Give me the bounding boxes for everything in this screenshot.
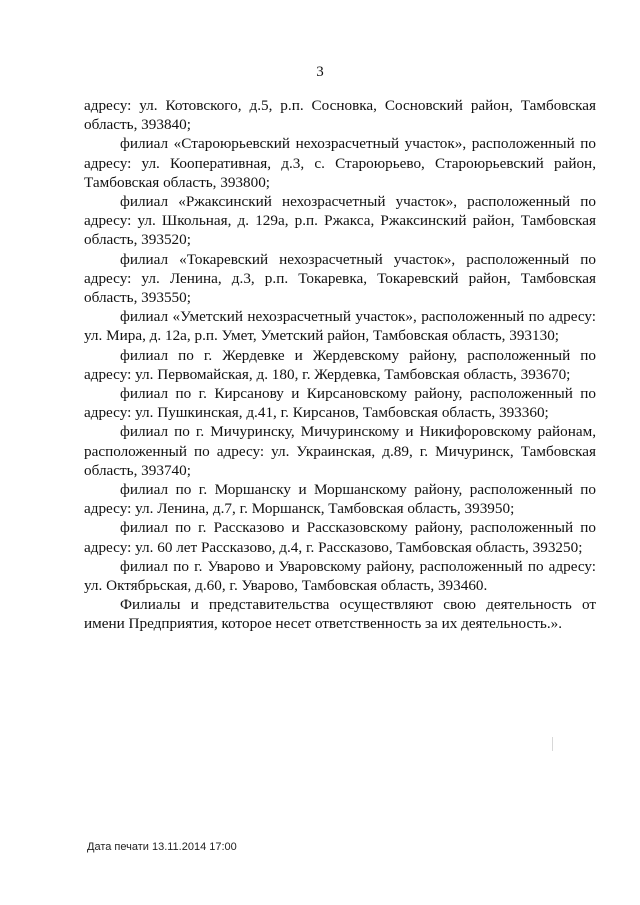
page-number: 3: [316, 64, 324, 80]
paragraph-9: филиал по г. Моршанску и Моршанскому району, расположенный по адресу: ул. Ленина, д.7, г. Моршанск, Тамбовская область, 393950;: [84, 481, 596, 518]
paragraph-4: филиал «Токаревский нехозрасчетный участок», расположенный по адресу: ул. Ленина, д.3, р.п. Токаревка, Токаревский район, Тамбовская область, 393550;: [84, 250, 596, 307]
print-date: Дата печати 13.11.2014 17:00: [87, 841, 237, 853]
paragraph-2: филиал «Староюрьевский нехозрасчетный участок», расположенный по адресу: ул. Кооперативная, д.3, с. Староюрьево, Староюрьевский район, Тамбовская область, 393800;: [84, 135, 596, 191]
paragraph-7: филиал по г. Кирсанову и Кирсановскому району, расположенный по адресу: ул. Пушкинская, д.41, г. Кирсанов, Тамбовская область, 393360;: [84, 385, 596, 422]
document-body: [84, 96, 596, 634]
paragraph-11: филиал по г. Уварово и Уваровскому району, расположенный по адресу: ул. Октябрьская, д.60, г. Уварово, Тамбовская область, 393460.: [84, 557, 596, 595]
paragraph-1: адресу: ул. Котовского, д.5, р.п. Сосновка, Сосновский район, Тамбовская область, 393840;: [84, 97, 596, 134]
paragraph-3: филиал «Ржаксинский нехозрасчетный участок», расположенный по адресу: ул. Школьная, д. 129а, р.п. Ржакса, Ржаксинский район, Тамбовская область, 393520;: [84, 193, 596, 249]
paragraph-6: филиал по г. Жердевке и Жердевскому району, расположенный по адресу: ул. Первомайская, д. 180, г. Жердевка, Тамбовская область, 393670;: [84, 346, 596, 383]
paragraph-10: филиал по г. Рассказово и Рассказовскому району, расположенный по адресу: ул. 60 лет Рассказово, д.4, г. Рассказово, Тамбовская область, 393250;: [84, 519, 596, 556]
paragraph-12: Филиалы и представительства осуществляют свою деятельность от имени Предприятия, которое несет ответственность за их деятельность.».: [84, 596, 596, 633]
paragraph-8: филиал по г. Мичуринску, Мичуринскому и Никифоровскому районам, расположенный по адресу: ул. Украинская, д.89, г. Мичуринск, Тамбовская область, 393740;: [84, 423, 596, 479]
scan-artifact: [552, 737, 553, 751]
paragraph-5: филиал «Уметский нехозрасчетный участок», расположенный по адресу: ул. Мира, д. 12а, р.п. Умет, Уметский район, Тамбовская область, 393130;: [84, 308, 596, 345]
